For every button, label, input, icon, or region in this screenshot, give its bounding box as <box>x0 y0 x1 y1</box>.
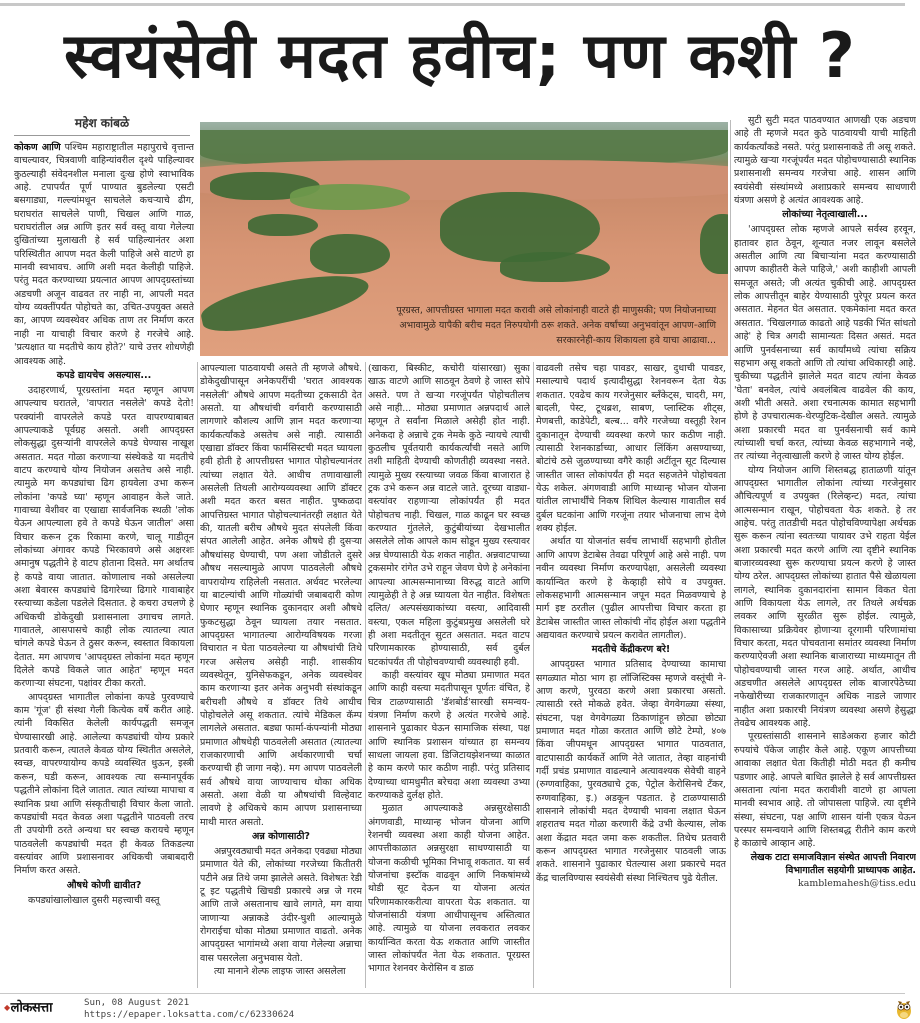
subheading: कपडे द्यायचेच असल्यास... <box>56 369 152 381</box>
paragraph: अन्नपुरवठ्याची मदत अनेकदा एवढ्या मोठ्या प्रमाणात येते की, लोकांच्या गरजेच्या कितीतरी पटीने अन्न तिथे जमा झालेले असते. विशेषतः रेडी टू इट पद्धतीचे खिचडी प्रकारचे अन्न जे गरम आणि ताजे असतानाच खावे लागते, मग वाया जाणाऱ्या अन्नाकडे उंदीर-घुशी आल्यामुळे रोगराईचा धोका मोठ्या प्रमाणात वाढतो. अनेक आपद्ग्रस्त भागांमध्ये अशा वाया गेलेल्या अन्नाचा वास पसरलेला अनुभवास येतो. <box>200 846 362 964</box>
paragraph: आपद्ग्रस्त भागात प्रतिसाद देण्याच्या कामाचा सगळ्यात मोठा भाग हा लॉजिस्टिक्स म्हणजे वस्तूंची ने-आण करणे, पुरवठा करणे अशा प्रकारचा असतो. त्यासाठी रस्ते मोकळे हवेत. जेव्हा वेगवेगळ्या संस्था, संघटना, पक्ष वेगवेगळ्या ठिकाणांहून छोट्या छोट्या प्रमाणात मदत गोळा करतात आणि छोटे टेम्पो, ४०७ किंवा जीपमधून आपद्ग्रस्त भागात पाठवतात, वाटपासाठी कार्यकर्ते आणि नेते जातात, तेव्हा वाहनांची गर्दी प्रचंड प्रमाणात वाढल्याने अत्यावश्यक सेवेची वाहने (रुग्णवाहिका, पुरवठ्याचे ट्रक, पेट्रोल केरोसिनचे टँकर, रुग्णवाहिका, इ.) अडकून पडतात. हे टाळण्यासाठी शासनाने लोकांची मदत देण्याची भावना लक्षात घेऊन शहरातच मदत गोळा करणारी केंद्रे उभी केल्यास, लोक अशा केंद्रात मदत जमा करू शकतील. तिथेच प्रतवारी करून आपद्ग्रस्त भागात गरजेनुसार पाठवली जाऊ शकते. शासनाने पुढाकार घेतल्यास अशा प्रकारचे मदत केंद्र चालविण्यास स्वयंसेवी संस्था निश्चितच पुढे येतील. <box>536 659 726 884</box>
column-divider <box>365 362 366 988</box>
paragraph: अर्थात या योजनांत सर्वच लाभार्थी सहभागी होतील आणि आपण डेटाबेस तेवढा परिपूर्ण आहे असे नाही. पण नवीन व्यवस्था निर्माण करण्यापेक्षा, असलेली व्यवस्था कार्यान्वित करणे हे केव्हाही सोपे व उपयुक्त. लोकसहभागी आत्मसन्मान जपून मदत मिळवण्याचे हे मार्ग इष्ट ठरतील (पुढील आपत्तीचा विचार करता हा डेटाबेस जास्तीत जास्त लोकांची नोंद होईल अशा पद्धतीने अद्ययावत करण्याचे प्रयत्न करावेत लागतील). <box>536 536 726 641</box>
author-email[interactable]: kamblemahesh@tiss.edu <box>798 878 916 890</box>
paragraph: कपड्यांखालोखाल दुसरी महत्त्वाची वस्तू <box>28 894 160 906</box>
top-rule <box>0 3 905 6</box>
paragraph: (खाकरा, बिस्कीट, कचोरी यांसारखा) सुका खाऊ वाटणे आणि साठवून ठेवणे हे जास्त सोपे असते. पण ते खऱ्या गरजूंपर्यंत पोहोचतीलच असे नाही... मोठ्या प्रमाणात अन्नपदार्थ आले म्हणून ते सर्वांना मिळाले असेही होत नाही. अनेकदा हे अन्नाचे ट्रक नेमके कुठे न्यायचे त्याची कुठलीच पूर्वतयारी कार्यकर्त्यांची नसते आणि तशी माहिती देण्याची कोणतीही व्यवस्था नसते. त्यामुळे मुख्य रस्त्याच्या जवळ किंवा बाजारात हे ट्रक उभे करून अन्न वाटले जाते. दूरच्या वाड्या-वस्त्यांवर राहणाऱ्या लोकांपर्यंत ही मदत पोहोचतच नाही. चिखल, गाळ काढून घर स्वच्छ करण्यात गुंतलेले, कुटुंबीयांच्या देखभालीत असलेले लोक आपले काम सोडून मुख्य रस्त्यावर अन्न घेण्यासाठी येऊ शकत नाहीत. अन्नवाटपाच्या ट्रकसमोर रांगेत उभे राहून जेवण घेणे हे अनेकांना आपल्या आत्मसन्मानाच्या विरुद्ध वाटते आणि त्यामुळेही ते हे अन्न घ्यायला येत नाहीत. विशेषतः दलित/ अल्पसंख्याकांच्या वस्त्या, आदिवासी वस्त्या, एकल महिला कुटुंबप्रमुख असलेली घरे ही अशा मदतीतून सुटत असतात. मदत वाटप परिणामकारक होण्यासाठी, सर्व दुर्बल घटकांपर्यंत ती पोहोचवण्याची व्यवस्थाही हवी. <box>368 363 530 668</box>
paragraph: पूरग्रस्तांसाठी शासनाने साडेअकरा हजार कोटी रुपयांचे पॅकेज जाहीर केले आहे. एकूण आपत्तीच्या आवाका लक्षात घेता कितीही मोठी मदत ही कमीच पडणार आहे. आपले बाधित झालेले हे सर्व आपत्तीग्रस्त असताना त्यांना मदत करावीशी वाटणे हा आपला मानवी स्वभाव आहे. तो जोपासला पाहिजे. त्या दृष्टीने संस्था, संघटना, पक्ष आणि शासन यांनी एकत्र येऊन परस्पर समन्वयाने आणि शिस्तबद्ध रीतीने काम करणे हे काळाचे आव्हान आहे. <box>734 731 916 850</box>
paragraph: योग्य नियोजन आणि शिस्तबद्ध हाताळणी यांतून आपद्ग्रस्त भागातील लोकांना त्यांच्या गरजेनुसार औचित्यपूर्ण व उपयुक्त (रिलेव्हन्ट) मदत, त्यांचा आत्मसन्मान राखून, पोहोचवता येऊ शकते. हे तर आहेच. परंतु तातडीची मदत पोहोचविण्यापेक्षा अर्थचक्र सुरू करून त्यांना स्वतःच्या पायावर उभे राहता येईल अशा प्रकारची मदत करणे आणि त्या दृष्टीने स्थानिक बाजारव्यवस्था सुरू करण्याचा प्रयत्न करणे हे जास्त योग्य ठरेल. आपद्ग्रस्त लोकांच्या हातात पैसे खेळायला लागले, स्थानिक दुकानदारांना सामान विकत घेता आणि विकायला येऊ लागले, तर तिथले अर्थचक्र लवकर आणि सुरळीत सुरू होईल. त्यामुळे, विकासाच्या प्रक्रियेवर होणाऱ्या दूरगामी परिणामांचा विचार करता, मदत पोचवताना समांतर व्यवस्था निर्माण करण्याऐवजी अशा स्थानिक बाजाराच्या माध्यमातून ती पोहोचवण्याची जास्त गरज आहे. अर्थात, आधीच अडचणीत असलेले आपद्ग्रस्त लोक बाजारपेठेच्या नफेखोरीच्या राजकारणातून अधिक नाडले जाणार नाहीत अशा प्रकारची नियंत्रण व्यवस्था असणे हेसुद्धा तेवढेच आवश्यक आहे. <box>734 464 916 730</box>
subheading: लोकांच्या नेतृत्वाखाली... <box>782 209 868 221</box>
headline: स्वयंसेवी मदत हवीच; पण कशी ? <box>64 19 856 92</box>
photo-island <box>700 214 728 274</box>
photo-island <box>200 265 372 339</box>
owl-mascot-icon <box>896 996 912 1020</box>
paragraph: वाढवली तसेच चहा पावडर, साखर, दुधाची पावडर, मसाल्याचे पदार्थ इत्यादीसुद्धा रेशनवरून देता येऊ शकतात. एवढेच काय गरजेनुसार ब्लँकेट्स, चादरी, मग, बादली, पेस्ट, टूथब्रश, साबण, प्लास्टिक शीट्स, मेणबत्ती, काडेपेटी, बल्ब... वगैरे गरजेच्या वस्तूही रेशन दुकानातून देण्याची व्यवस्था करणे फार कठीण नाही. त्यासाठी रेशनकार्डाच्या, आधार लिंकिंग असण्याच्या, बोटांचे ठसे जुळण्याच्या वगैरे काही अटींतून सूट दिल्यास जास्तीत जास्त लोकांपर्यंत ही मदत सहजतेने पोहोचवता येऊ शकेल. अंगणवाडी आणि माध्यान्ह भोजन योजना यांतील लाभार्थींचे निकष शिथिल केल्यास गावातील सर्व दुर्बल घटकांना आणि गरजूंना तयार भोजनाचा लाभ देणे शक्य होईल. <box>536 363 726 535</box>
photo-island <box>310 234 390 274</box>
subheading: औषधे कोणी द्यावीत? <box>66 879 142 891</box>
photo-caption: पूरग्रस्त, आपत्तीग्रस्त भागाला मदत करावी असे लोकांनाही वाटते ही माणुसकी; पण नियोजनाच्या अभावामुळे यापैकी बरीच मदत निरुपयोगी ठरू शकते. अनेक वर्षांच्या अनुभवांतून आपण-आणि सरकारनेही-काय शिकायला हवे याचा आढावा... <box>396 305 716 346</box>
photo-island <box>500 252 610 282</box>
footer-rule <box>0 993 905 994</box>
photo-island <box>248 214 318 236</box>
paragraph: 'आपद्ग्रस्त लोक म्हणजे आपले सर्वस्व हरवून, हातावर हात ठेवून, शून्यात नजर लावून बसलेले असतील आणि त्या बिचाऱ्यांना मदत करण्यासाठी आपण काहीतरी केले पाहिजे,' अशी काहीशी आपली समजूत असते; जी अत्यंत चुकीची आहे. आपद्ग्रस्त लोक आपत्तीतून बाहेर येण्यासाठी पुरेपूर प्रयत्न करत असतात. मेहनत घेत असतात. एकमेकांना मदत करत असतात. 'चिखलगाळ काढतो आहे पडकी भिंत सांधतो आहे' हे चित्र अगदी सामान्यतः दिसत असतं. मदत आणि पुनर्वसनाच्या सर्व कार्यांमध्ये त्यांचा सक्रिय सहभाग असू शकतो आणि तो त्यांचा अधिकारही आहे. चुकीच्या पद्धतीने झालेले मदत वाटप त्यांना केवळ 'घेता' बनवेल, त्यांचे अवलंबित्व वाढवेल की काय, अशी भीती असते. अशा रचनात्मक कामात सहभागी होणे हे उपचारात्मक-थेरप्युटिक-देखील असते. त्यामुळे अशा प्रकारची मदत वा पुनर्वसनाची सर्व कामे त्यांच्याशी चर्चा करत, त्यांच्या केवळ सहभागाने नव्हे, तर त्यांच्या नेतृत्वाखाली करणे हे जास्त योग्य होईल. <box>734 224 916 463</box>
paragraph: आपल्याला पाठवायची असते ती म्हणजे औषधे. डोकेदुखीपासून अनेकपरींची 'घरात आवश्यक नसलेली' औषधे आपण मदतीच्या ट्रकसाठी देत असतो. या औषधांची वर्गवारी करण्यासाठी लागणारे कौशल्य आणि ज्ञान मदत करणाऱ्या कार्यकर्त्यांकडे असतेच असे नाही. त्यासाठी एखाद्या डॉक्टर किंवा फार्मसिस्टची मदत घ्यायला हवी होती हे आपत्तीग्रस्त भागात पोहोचल्यानंतर त्यांच्या लक्षात येते. आधीच तणावाखाली असलेली तिथली आरोग्यव्यवस्था आणि डॉक्टर अशी मदत करत बसत नाहीत. पुष्कळदा आपत्तिग्रस्त भागात पोहोचल्यानंतरही लक्षात येते की, यातली बरीच औषधे मुदत संपलेली किंवा संपत आलेली आहेत. अनेक औषधे ही दुसऱ्या औषधांसह घेण्याची, पण अशा जोडीतले दुसरे औषध नसल्यामुळे आपण पाठवलेली औषधे वापरायोग्य राहिलेली नसतात. अर्धवट भरलेल्या या बाटल्यांची आणि गोळ्यांची जबाबदारी कोण घेणार म्हणून स्थानिक दुकानदार अशी औषधे फुकटसुद्धा ठेवून घ्यायला तयार नसतात. आपद्ग्रस्त भागातल्या आरोग्यविषयक गरजा विचारात न घेता पाठवलेल्या या औषधांची तिथे गरज असेलच असेही नाही. शासकीय व्यवस्थेतून, युनिसेफकडून, अनेक व्यवस्थेवर काम करणाऱ्या इतर अनेक अनुभवी संस्थांकडून बरीचशी औषधे व डॉक्टर तिथे आधीच पोहोचलेले असू शकतात. त्यांचे मेडिकल कॅम्प लागलेले असतात. बड्या फार्मा-कंपन्यांनी मोठ्या प्रमाणात औषधेही पाठवलेली असतात (त्यातल्या राजकारणाची आणि अर्थकारणाची चर्चा करण्याची ही जागा नव्हे). मग आपण पाठवलेली सर्व औषधे वाया जाण्याचाच धोका अधिक असतो. अशा वेळी या औषधांची विल्हेवाट लावणे हे अधिकचे काम आपण प्रशासनाच्या माथी मारत असतो. <box>200 363 362 828</box>
article-column-4 <box>536 362 726 988</box>
paragraph: उदाहरणार्थ, पूरग्रस्तांना मदत म्हणून आपण आपल्याच घरातले, 'वापरात नसलेले' कपडे देतो! परक्यांनी वापरलेले कपडे परत वापरण्याबाबत आपल्याकडे पूर्वग्रह असतो. अशी आपद्ग्रस्त लोकसुद्धा दुसऱ्यांनी वापरलेले कपडे घेण्यास नाखूश असतात. मदत गोळा करणाऱ्या संस्थेकडे या मदतीचे वाटप करण्याचे योग्य नियोजन असतेच असे नाही. त्यामुळे मग कपड्यांचा ढिग हायवेला उभा करून लोकांना 'कपडे घ्या' म्हणून आवाहन केले जाते. गावाच्या वेशीवर वा एखाद्या सार्वजनिक स्थळी 'लोक येऊन आपल्याला हवे ते कपडे घेऊन जातील' असा विचार करून ट्रक रिकामा करणे, चालू गाडीतून लोकांच्या अंगावर कपडे भिरकावणे असे अक्षरशः अमानुष पद्धतीने हे वाटप होताना दिसते. मग अर्थातच हे कपडे वाया जातात. कोणालाच नको असलेल्या अशा बेवारस कपड्यांचे ढिगारेच्या ढिगारे गावाबाहेर रस्त्याच्या कडेला पडलेले दिसतात. हे कचरा उचलणे हे अधिकची डोकेदुखी प्रशासनाला उगाचच लागते. गावातले, आसपासचे काही लोक त्यातल्या त्यात चांगले कपडे घेऊन ते ठुसर करून, स्वस्तात विकायला देतात. मग आपणच 'आपद्ग्रस्त लोकांना मदत म्हणून दिलेले कपडे विकले जात आहेत' म्हणून मदत करणाऱ्या संघटना, पक्षांवर टीका करतो. <box>14 384 194 690</box>
paragraph: मुळात आपल्याकडे अन्नसुरक्षेसाठी अंगणवाडी, माध्यान्ह भोजन योजना आणि रेशनची व्यवस्था अशा काही योजना आहेत. आपत्तीकाळात अन्नसुरक्षा साधण्यासाठी या योजना कळीची भूमिका निभावू शकतात. या सर्व योजनांचा इस्टॉक वाढवून आणि निकषांमध्ये थोडी सूट देऊन या योजना अत्यंत परिणामकारकरीत्या वापरता येऊ शकतात. या योजनांसाठी यंत्रणा आधीपासूनच अस्तित्वात आहे. त्यामुळे या योजना लवकरात लवकर कार्यान्वित करता येऊ शकतात आणि जास्तीत जास्त लोकांपर्यंत नेता येऊ शकतात. पूरग्रस्त भागात रेशनवर केरोसिन व डाळ <box>368 803 530 975</box>
article-column-2 <box>200 362 362 988</box>
photo-island <box>290 184 410 210</box>
author-note: लेखक टाटा समाजविज्ञान संस्थेत आपत्ती निवारण विभागातील सहयोगी प्राध्यापक आहेत. <box>750 851 916 876</box>
publication-date: Sun, 08 August 2021 <box>84 997 190 1008</box>
paragraph: त्या मानाने शेल्फ लाइफ जास्त असलेला <box>214 966 346 978</box>
epaper-url[interactable]: https://epaper.loksatta.com/c/62330624 <box>84 1009 295 1020</box>
subheading: मदतीचे केंद्रीकरण बरे! <box>591 644 671 656</box>
subheading: अन्न कोणासाठी? <box>251 831 310 843</box>
loksatta-logo[interactable] <box>4 998 78 1020</box>
lead-in: कोकण आणि <box>14 142 61 153</box>
paragraph <box>14 141 194 368</box>
paragraph: आपद्ग्रस्त भागातील लोकांना कपडे पुरवण्याचे काम 'गूंज' ही संस्था गेली कित्येक वर्षे करीत आहे. त्यांनी विकसित केलेली कार्यपद्धती समजून घेण्यासारखी आहे. आलेल्या कपड्यांची योग्य प्रकारे प्रतवारी करून, त्यातले केवळ योग्य स्थितीत असलेले, स्वच्छ, वापरण्यायोग्य कपडे व्यवस्थित धुऊन, इस्त्री करून, घडी करून, आवश्यक त्या सन्मानपूर्वक पद्धतीने लोकांना दिले जातात. त्यात त्यांच्या मापाचा व स्थानिक प्रथा आणि संस्कृतीचाही विचार केला जातो. कपड्यांची मदत केवळ अशा पद्धतीने पाठवली तरच ती उपयोगी ठरते अन्यथा घर स्वच्छ करायचे म्हणून पाठवलेली कपड्यांची मदत ही केवळ तिकडल्या वस्त्यांवर आणि प्रशासनावर अधिकची जबाबदारी निर्माण करत असते. <box>14 691 194 877</box>
column-divider <box>197 362 198 988</box>
photo-island <box>440 192 600 262</box>
article-column-3 <box>368 362 530 988</box>
column-divider <box>533 362 534 988</box>
author-byline: महेश कांबळे <box>74 116 130 130</box>
article-column-5 <box>734 114 916 988</box>
column-divider <box>730 120 731 988</box>
byline-rule <box>14 135 190 136</box>
paragraph: सुटी सुटी मदत पाठवण्यात आणखी एक अडचण आहे ती म्हणजे मदत कुठे पाठवायची याची माहिती कार्यकर्त्यांकडे नसते. परंतु प्रशासनाकडे ती असू शकते. त्यामुळे खऱ्या गरजूंपर्यंत मदत पोहोचण्यासाठी स्थानिक प्रशासनाशी समन्वय गरजेचा आहे. शासन आणि स्वयंसेवी संस्थांमध्ये अशाप्रकारे समन्वय साधणारी यंत्रणा असणे हे अत्यंत आवश्यक आहे. <box>734 115 916 207</box>
paragraph: काही वस्त्यांवर खूप मोठ्या प्रमाणात मदत आणि काही वस्त्या मदतीपासून पूर्णतः वंचित, हे चित्र टाळण्यासाठी 'डॅशबोर्ड'सारखी समन्वय-यंत्रणा निर्माण करणे हे अत्यंत गरजेचे आहे. शासनाने पुढाकार घेऊन सामाजिक संस्था, पक्ष आणि स्थानिक प्रशासन यांच्यात हा समन्वय साधला जायला हवा. डिजिटायझेशनच्या काळात हे काम करणे फार कठीण नाही. परंतु प्रतिसाद देण्याच्या धामधुमीत बरेचदा अशा व्यवस्था उभ्या करण्याकडे दुर्लक्ष होते. <box>368 669 530 801</box>
article-column-1 <box>14 141 194 989</box>
flood-photo <box>200 122 728 356</box>
logo-diamond-icon: ◆ <box>4 1003 10 1012</box>
logo-text: लोकसत्ता <box>10 1000 52 1016</box>
paragraph-text: पश्चिम महाराष्ट्रातील महापुराचे वृत्तान्त वाचल्यावर, चित्रवाणी वाहिन्यांवरील दृश्ये पाहिल्यावर कुठल्याही संवेदनशील मनाला दुःख होणे स्वाभाविक आहे. टपापर्यंत पूर्ण पाण्यात बुडलेल्या एसटी बसगाड्या, गल्ल्यांमधून साचलेले कचऱ्याचे ढीग, घराघरांत साचलेले पाणी, चिखल आणि गाळ, घराघरांतील अन्न आणि इतर सर्व वस्तू वाया गेलेल्या दुखितांच्या मुलाखती हे सर्व पाहिल्यानंतर अशा परिस्थितीत आपण मदत केली पाहिजे असे वाटणे हा मानवी स्वभावच. आणि अशी मदत केलीही पाहिजे. परंतु मदत करण्याच्या प्रयत्नात आपण आपद्ग्रस्तांच्या अडचणी अजून वाढवत तर नाही ना, आपली मदत योग्य व्यक्तींपर्यंत पोहोचते का, उचित-उपयुक्त असते का, आपण व्यवस्थेवर अधिक ताण तर निर्माण करत नाही ना याचाही विचार करणे हे गरजेचे आहे. 'प्रत्यक्षात या मदतीचे काय होते?' याचे उत्तर शोधणेही आवश्यक आहे. <box>14 142 194 367</box>
